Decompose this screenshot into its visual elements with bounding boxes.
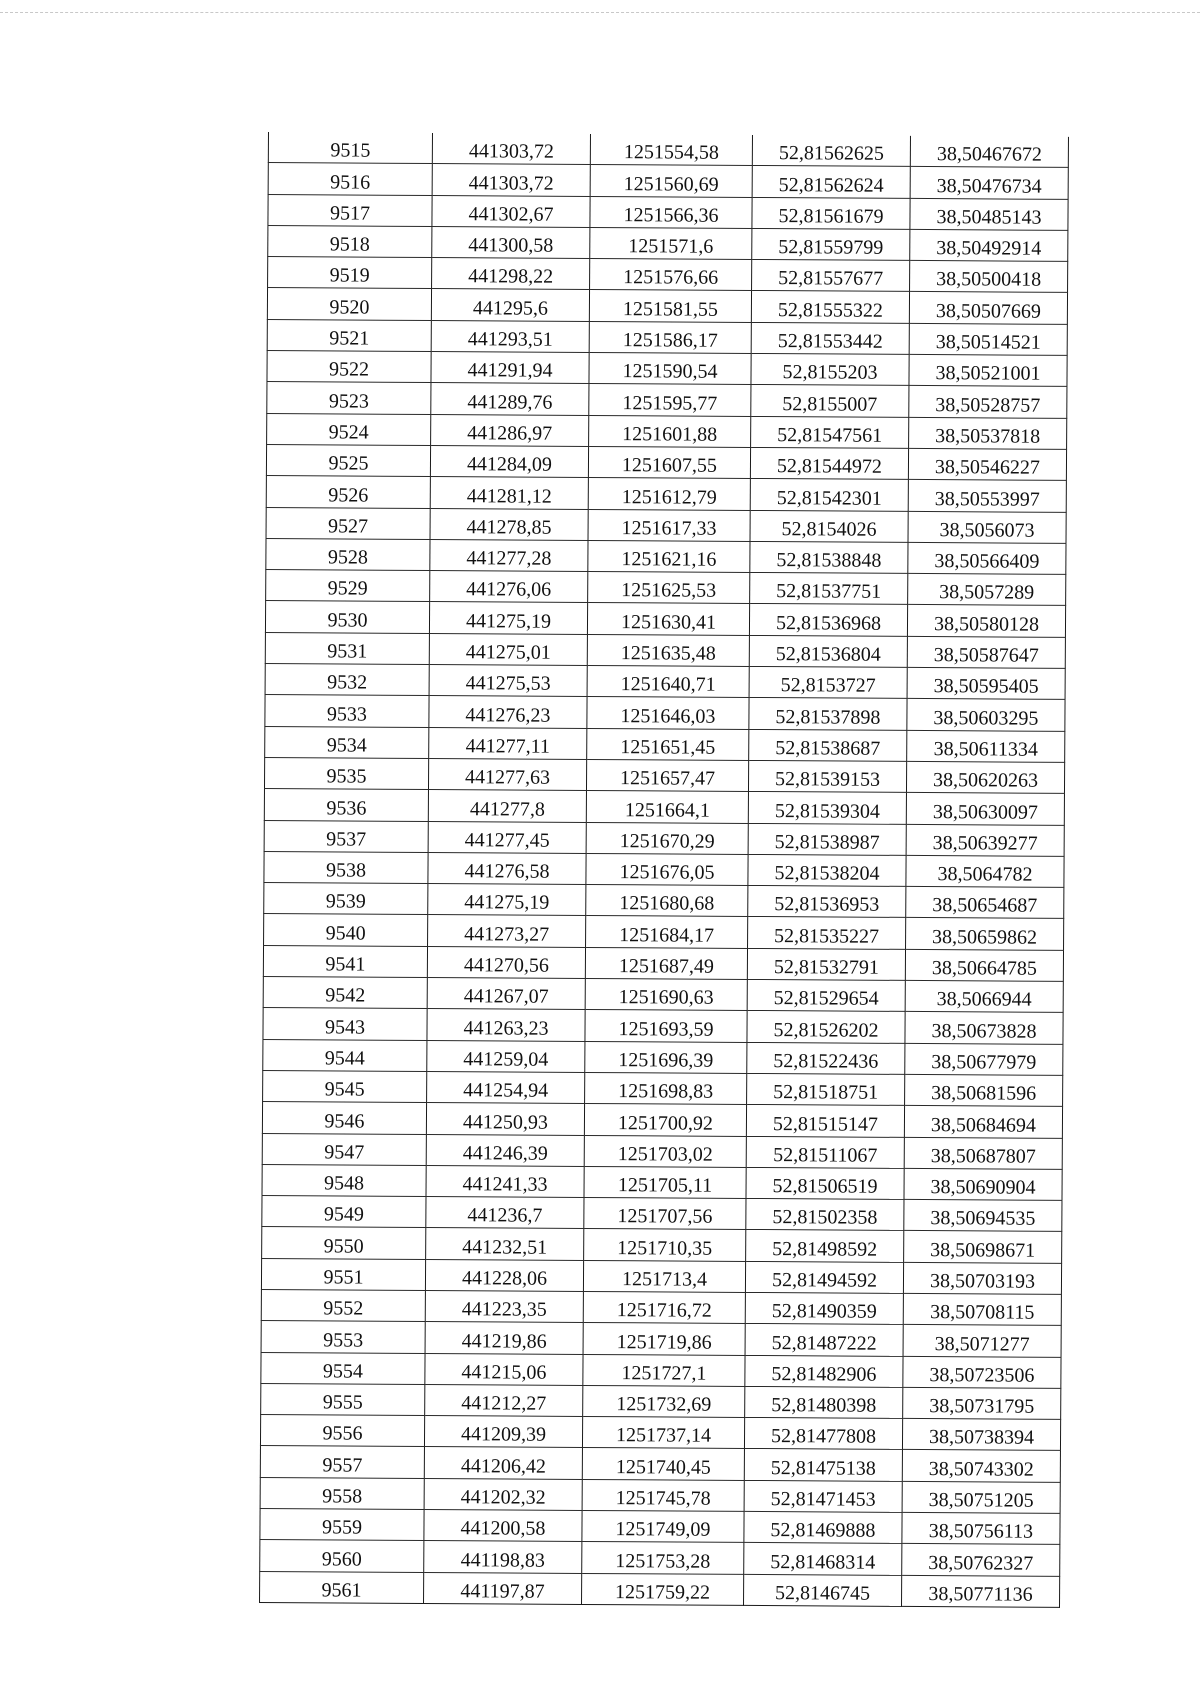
longitude-cell: 38,50681596 [905,1074,1063,1106]
table-row [264,789,1064,825]
point-number-cell: 9543 [263,1008,427,1040]
latitude-cell: 52,81538204 [748,854,906,886]
x-coordinate-cell: 441284,09 [430,445,588,477]
longitude-cell: 38,50476734 [910,167,1068,199]
longitude-cell: 38,50664785 [905,949,1063,981]
point-number-cell: 9522 [267,351,431,383]
point-number-cell: 9560 [260,1540,424,1572]
y-coordinate-cell: 1251745,78 [582,1479,744,1511]
scan-edge-line [0,12,1200,13]
longitude-cell: 38,50611334 [907,730,1065,762]
table-row [261,1289,1061,1325]
point-number-cell: 9529 [266,570,430,602]
latitude-cell: 52,81538687 [749,729,907,761]
table-row [267,413,1067,449]
point-number-cell: 9546 [262,1102,426,1134]
table-row [266,570,1066,606]
y-coordinate-cell: 1251651,45 [587,728,749,760]
latitude-cell: 52,81529654 [747,979,905,1011]
table-row [263,977,1063,1013]
coordinates-table [259,132,1069,1608]
x-coordinate-cell: 441281,12 [430,477,588,509]
x-coordinate-cell: 441215,06 [425,1353,583,1385]
point-number-cell: 9527 [266,507,430,539]
x-coordinate-cell: 441232,51 [426,1228,584,1260]
longitude-cell: 38,50485143 [910,198,1068,230]
x-coordinate-cell: 441209,39 [424,1416,582,1448]
y-coordinate-cell: 1251700,92 [584,1104,746,1136]
y-coordinate-cell: 1251693,59 [585,1010,747,1042]
longitude-cell: 38,50587647 [907,636,1065,668]
latitude-cell: 52,8155203 [751,354,909,386]
y-coordinate-cell: 1251621,16 [588,540,750,572]
latitude-cell: 52,81557677 [752,260,910,292]
latitude-cell: 52,81490359 [745,1292,903,1324]
point-number-cell: 9557 [260,1446,424,1478]
longitude-cell: 38,50738394 [902,1419,1060,1451]
x-coordinate-cell: 441276,58 [428,852,586,884]
latitude-cell: 52,81522436 [747,1042,905,1074]
latitude-cell: 52,81544972 [750,447,908,479]
latitude-cell: 52,81468314 [744,1543,902,1575]
latitude-cell: 52,81487222 [745,1324,903,1356]
x-coordinate-cell: 441228,06 [425,1259,583,1291]
table-row [265,726,1065,762]
table-row [260,1509,1060,1545]
point-number-cell: 9538 [264,851,428,883]
point-number-cell: 9539 [264,883,428,915]
longitude-cell: 38,50731795 [903,1387,1061,1419]
latitude-cell: 52,81559799 [752,228,910,260]
point-number-cell: 9549 [262,1196,426,1228]
x-coordinate-cell: 441302,67 [432,195,590,227]
y-coordinate-cell: 1251676,05 [586,853,748,885]
x-coordinate-cell: 441212,27 [425,1384,583,1416]
latitude-cell: 52,81475138 [744,1449,902,1481]
y-coordinate-cell: 1251707,56 [584,1198,746,1230]
longitude-cell: 38,50580128 [907,605,1065,637]
y-coordinate-cell: 1251680,68 [586,885,748,917]
table-row [261,1321,1061,1357]
table-row [268,194,1068,230]
longitude-cell: 38,50762327 [902,1544,1060,1576]
table-row [266,538,1066,574]
longitude-cell: 38,50553997 [908,480,1066,512]
longitude-cell: 38,50654687 [906,887,1064,919]
x-coordinate-cell: 441293,51 [431,320,589,352]
latitude-cell: 52,81498592 [746,1230,904,1262]
y-coordinate-cell: 1251617,33 [588,509,750,541]
point-number-cell: 9555 [261,1383,425,1415]
y-coordinate-cell: 1251640,71 [587,666,749,698]
y-coordinate-cell: 1251601,88 [589,415,751,447]
table-row [265,601,1065,637]
latitude-cell: 52,81535227 [748,917,906,949]
table-row [268,225,1068,261]
longitude-cell: 38,50492914 [910,229,1068,261]
x-coordinate-cell: 441254,94 [427,1071,585,1103]
latitude-cell: 52,81469888 [744,1511,902,1543]
x-coordinate-cell: 441273,27 [428,915,586,947]
longitude-cell: 38,50566409 [908,542,1066,574]
table-row [260,1415,1060,1451]
longitude-cell: 38,50687807 [904,1137,1062,1169]
table-row [266,444,1066,480]
longitude-cell: 38,50751205 [902,1481,1060,1513]
x-coordinate-cell: 441223,35 [425,1290,583,1322]
table-row [264,757,1064,793]
x-coordinate-cell: 441259,04 [427,1040,585,1072]
y-coordinate-cell: 1251732,69 [583,1385,745,1417]
y-coordinate-cell: 1251687,49 [585,947,747,979]
point-number-cell: 9525 [266,444,430,476]
latitude-cell: 52,81518751 [747,1073,905,1105]
y-coordinate-cell: 1251703,02 [584,1135,746,1167]
point-number-cell: 9544 [263,1039,427,1071]
x-coordinate-cell: 441200,58 [424,1510,582,1542]
point-number-cell: 9540 [264,914,428,946]
point-number-cell: 9561 [260,1571,424,1603]
latitude-cell: 52,8155007 [751,385,909,417]
point-number-cell: 9556 [260,1415,424,1447]
y-coordinate-cell: 1251684,17 [586,916,748,948]
table-row [262,1227,1062,1263]
table-row [263,1070,1063,1106]
longitude-cell: 38,5056073 [908,511,1066,543]
x-coordinate-cell: 441277,28 [430,539,588,571]
longitude-cell: 38,5064782 [906,855,1064,887]
y-coordinate-cell: 1251630,41 [587,603,749,635]
longitude-cell: 38,50723506 [903,1356,1061,1388]
latitude-cell: 52,81538987 [748,823,906,855]
point-number-cell: 9550 [262,1227,426,1259]
latitude-cell: 52,81542301 [750,479,908,511]
longitude-cell: 38,5066944 [905,980,1063,1012]
table-row [267,319,1067,355]
x-coordinate-cell: 441303,72 [432,133,590,165]
longitude-cell: 38,50743302 [902,1450,1060,1482]
x-coordinate-cell: 441275,01 [429,633,587,665]
latitude-cell: 52,81471453 [744,1480,902,1512]
point-number-cell: 9519 [268,257,432,289]
y-coordinate-cell: 1251595,77 [589,384,751,416]
table-row [267,382,1067,418]
latitude-cell: 52,81562625 [752,135,910,167]
latitude-cell: 52,8153727 [749,666,907,698]
latitude-cell: 52,81511067 [746,1136,904,1168]
table-row [261,1352,1061,1388]
x-coordinate-cell: 441267,07 [427,978,585,1010]
longitude-cell: 38,50537818 [909,417,1067,449]
table-row [261,1258,1061,1294]
table-row [265,632,1065,668]
longitude-cell: 38,50514521 [909,323,1067,355]
latitude-cell: 52,81532791 [747,948,905,980]
table-row [264,914,1064,950]
longitude-cell: 38,50521001 [909,354,1067,386]
point-number-cell: 9528 [266,538,430,570]
point-number-cell: 9524 [267,413,431,445]
table-row [261,1383,1061,1419]
point-number-cell: 9547 [262,1133,426,1165]
point-number-cell: 9531 [265,632,429,664]
latitude-cell: 52,8146745 [744,1574,902,1606]
latitude-cell: 52,81477808 [744,1418,902,1450]
x-coordinate-cell: 441275,19 [429,602,587,634]
latitude-cell: 52,81536804 [749,635,907,667]
longitude-cell: 38,50620263 [906,761,1064,793]
longitude-cell: 38,50630097 [906,793,1064,825]
latitude-cell: 52,81537898 [749,698,907,730]
y-coordinate-cell: 1251607,55 [588,446,750,478]
x-coordinate-cell: 441277,63 [428,758,586,790]
point-number-cell: 9534 [265,726,429,758]
x-coordinate-cell: 441250,93 [426,1103,584,1135]
point-number-cell: 9553 [261,1321,425,1353]
y-coordinate-cell: 1251612,79 [588,478,750,510]
longitude-cell: 38,5057289 [908,574,1066,606]
x-coordinate-cell: 441277,8 [428,790,586,822]
y-coordinate-cell: 1251635,48 [587,634,749,666]
y-coordinate-cell: 1251727,1 [583,1354,745,1386]
longitude-cell: 38,50677979 [905,1043,1063,1075]
table-row [263,945,1063,981]
longitude-cell: 38,50694535 [904,1199,1062,1231]
y-coordinate-cell: 1251705,11 [584,1166,746,1198]
x-coordinate-cell: 441275,19 [428,884,586,916]
table-row [260,1571,1060,1607]
latitude-cell: 52,81537751 [750,573,908,605]
latitude-cell: 52,81538848 [750,541,908,573]
x-coordinate-cell: 441291,94 [431,352,589,384]
latitude-cell: 52,81547561 [751,416,909,448]
y-coordinate-cell: 1251560,69 [590,165,752,197]
y-coordinate-cell: 1251554,58 [590,134,752,166]
latitude-cell: 52,81494592 [745,1261,903,1293]
y-coordinate-cell: 1251581,55 [589,290,751,322]
x-coordinate-cell: 441219,86 [425,1322,583,1354]
x-coordinate-cell: 441241,33 [426,1165,584,1197]
point-number-cell: 9518 [268,225,432,257]
x-coordinate-cell: 441270,56 [427,946,585,978]
point-number-cell: 9552 [261,1289,425,1321]
y-coordinate-cell: 1251713,4 [583,1260,745,1292]
y-coordinate-cell: 1251657,47 [586,759,748,791]
point-number-cell: 9535 [264,757,428,789]
point-number-cell: 9545 [263,1070,427,1102]
table-row [262,1196,1062,1232]
longitude-cell: 38,50603295 [907,699,1065,731]
latitude-cell: 52,8154026 [750,510,908,542]
longitude-cell: 38,50467672 [910,136,1068,168]
latitude-cell: 52,81536953 [748,886,906,918]
point-number-cell: 9530 [265,601,429,633]
point-number-cell: 9542 [263,977,427,1009]
longitude-cell: 38,50703193 [903,1262,1061,1294]
longitude-cell: 38,50639277 [906,824,1064,856]
x-coordinate-cell: 441198,83 [424,1541,582,1573]
x-coordinate-cell: 441246,39 [426,1134,584,1166]
table-row [264,883,1064,919]
x-coordinate-cell: 441236,7 [426,1197,584,1229]
latitude-cell: 52,81536968 [749,604,907,636]
point-number-cell: 9554 [261,1352,425,1384]
x-coordinate-cell: 441276,23 [429,696,587,728]
table-row [268,257,1068,293]
coordinates-table-body [260,132,1069,1607]
x-coordinate-cell: 441202,32 [424,1478,582,1510]
y-coordinate-cell: 1251737,14 [582,1417,744,1449]
y-coordinate-cell: 1251716,72 [583,1291,745,1323]
point-number-cell: 9523 [267,382,431,414]
y-coordinate-cell: 1251753,28 [582,1542,744,1574]
latitude-cell: 52,81482906 [745,1355,903,1387]
longitude-cell: 38,5071277 [903,1325,1061,1357]
point-number-cell: 9551 [261,1258,425,1290]
longitude-cell: 38,50684694 [904,1106,1062,1138]
point-number-cell: 9532 [265,664,429,696]
latitude-cell: 52,81539304 [748,792,906,824]
point-number-cell: 9558 [260,1477,424,1509]
table-row [268,163,1068,199]
latitude-cell: 52,81561679 [752,197,910,229]
table-row [264,851,1064,887]
x-coordinate-cell: 441275,53 [429,665,587,697]
x-coordinate-cell: 441295,6 [431,289,589,321]
point-number-cell: 9520 [267,288,431,320]
y-coordinate-cell: 1251696,39 [585,1041,747,1073]
y-coordinate-cell: 1251719,86 [583,1323,745,1355]
y-coordinate-cell: 1251759,22 [582,1573,744,1605]
longitude-cell: 38,50659862 [906,918,1064,950]
y-coordinate-cell: 1251710,35 [584,1229,746,1261]
y-coordinate-cell: 1251571,6 [590,227,752,259]
table-row [260,1446,1060,1482]
x-coordinate-cell: 441300,58 [432,226,590,258]
latitude-cell: 52,81506519 [746,1167,904,1199]
x-coordinate-cell: 441277,45 [428,821,586,853]
point-number-cell: 9533 [265,695,429,727]
longitude-cell: 38,50708115 [903,1293,1061,1325]
latitude-cell: 52,81515147 [746,1105,904,1137]
latitude-cell: 52,81526202 [747,1011,905,1043]
table-row [265,695,1065,731]
latitude-cell: 52,81480398 [745,1386,903,1418]
x-coordinate-cell: 441289,76 [431,383,589,415]
point-number-cell: 9559 [260,1509,424,1541]
table-row [265,664,1065,700]
point-number-cell: 9536 [264,789,428,821]
x-coordinate-cell: 441298,22 [432,258,590,290]
y-coordinate-cell: 1251586,17 [589,321,751,353]
latitude-cell: 52,81553442 [751,322,909,354]
longitude-cell: 38,50690904 [904,1168,1062,1200]
point-number-cell: 9517 [268,194,432,226]
table-row [266,476,1066,512]
table-row [260,1540,1060,1576]
table-row [268,132,1068,168]
point-number-cell: 9515 [268,132,432,164]
x-coordinate-cell: 441277,11 [429,727,587,759]
table-row [267,351,1067,387]
y-coordinate-cell: 1251740,45 [582,1448,744,1480]
latitude-cell: 52,81502358 [746,1199,904,1231]
latitude-cell: 52,81555322 [751,291,909,323]
longitude-cell: 38,50756113 [902,1512,1060,1544]
longitude-cell: 38,50528757 [909,386,1067,418]
longitude-cell: 38,50507669 [909,292,1067,324]
x-coordinate-cell: 441276,06 [430,571,588,603]
y-coordinate-cell: 1251749,09 [582,1511,744,1543]
x-coordinate-cell: 441197,87 [424,1572,582,1604]
table-row [263,1008,1063,1044]
y-coordinate-cell: 1251566,36 [590,196,752,228]
table-row [262,1133,1062,1169]
point-number-cell: 9526 [266,476,430,508]
x-coordinate-cell: 441206,42 [424,1447,582,1479]
point-number-cell: 9516 [268,163,432,195]
point-number-cell: 9548 [262,1164,426,1196]
x-coordinate-cell: 441263,23 [427,1009,585,1041]
y-coordinate-cell: 1251698,83 [585,1072,747,1104]
table-row [262,1164,1062,1200]
table-row [262,1102,1062,1138]
point-number-cell: 9521 [267,319,431,351]
table-row [267,288,1067,324]
table-row [264,820,1064,856]
y-coordinate-cell: 1251690,63 [585,978,747,1010]
table-row [266,507,1066,543]
longitude-cell: 38,50673828 [905,1012,1063,1044]
longitude-cell: 38,50771136 [902,1575,1060,1607]
x-coordinate-cell: 441303,72 [432,164,590,196]
y-coordinate-cell: 1251664,1 [586,791,748,823]
latitude-cell: 52,81562624 [752,166,910,198]
x-coordinate-cell: 441278,85 [430,508,588,540]
point-number-cell: 9541 [263,945,427,977]
latitude-cell: 52,81539153 [748,760,906,792]
longitude-cell: 38,50546227 [908,448,1066,480]
table-row [263,1039,1063,1075]
y-coordinate-cell: 1251576,66 [590,259,752,291]
y-coordinate-cell: 1251625,53 [588,572,750,604]
y-coordinate-cell: 1251590,54 [589,353,751,385]
x-coordinate-cell: 441286,97 [431,414,589,446]
longitude-cell: 38,50595405 [907,667,1065,699]
coordinates-table-container [259,132,1068,1608]
y-coordinate-cell: 1251670,29 [586,822,748,854]
point-number-cell: 9537 [264,820,428,852]
longitude-cell: 38,50698671 [904,1231,1062,1263]
longitude-cell: 38,50500418 [910,261,1068,293]
y-coordinate-cell: 1251646,03 [587,697,749,729]
table-row [260,1477,1060,1513]
